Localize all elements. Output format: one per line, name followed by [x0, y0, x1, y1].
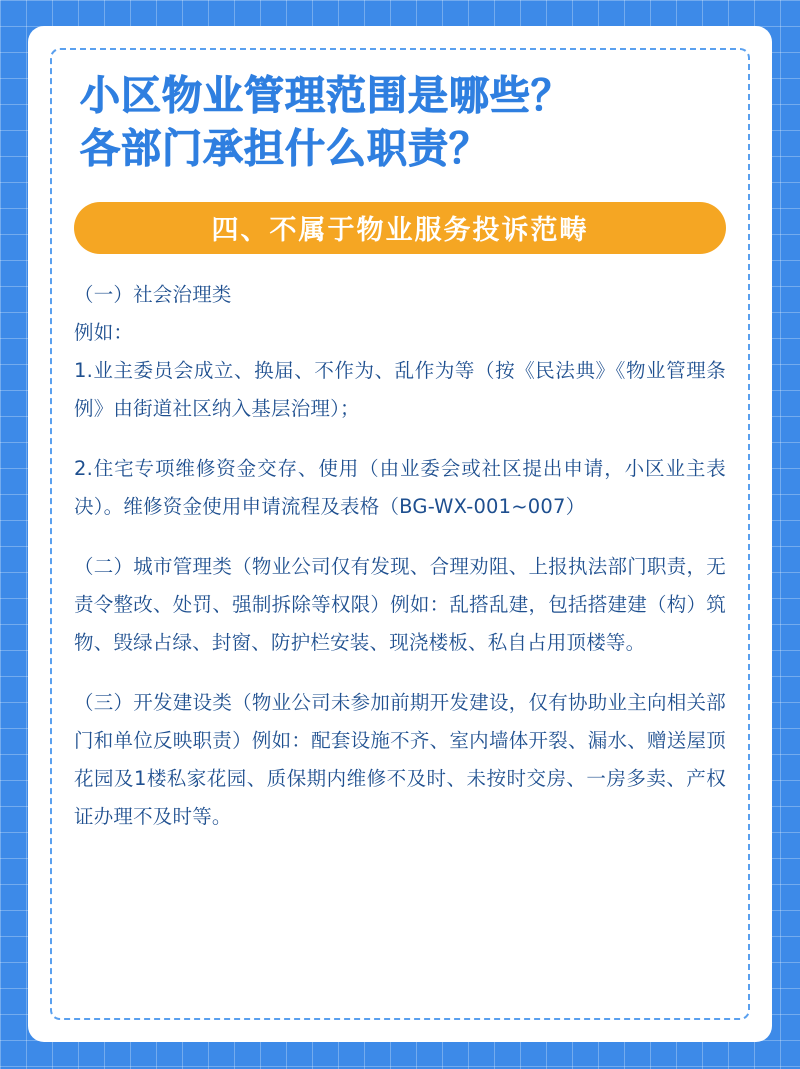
section-banner — [74, 202, 726, 254]
paragraph-2: 例如： — [74, 320, 134, 344]
title-line-1: 小区物业管理范围是哪些？ — [80, 73, 572, 119]
section-banner-label: 四、不属于物业服务投诉范畴 — [211, 215, 589, 247]
body-text — [74, 276, 726, 836]
paragraph-6: （三）开发建设类（物业公司未参加前期开发建设，仅有协助业主向相关部门和单位反映职责）例如：配套设施不齐、室内墙体开裂、漏水、赠送屋顶花园及1楼私家花园、质保期内维修不及时、未按时交房、一房多卖、产权证办理不及时等。 — [74, 690, 726, 828]
page-title — [80, 70, 726, 176]
poster-content — [74, 64, 726, 1012]
title-line-2: 各部门承担什么职责？ — [80, 125, 490, 172]
paragraph-4: 2.住宅专项维修资金交存、使用（由业委会或社区提出申请，小区业主表决）。维修资金使用申请流程及表格（BG-WX-001~007） — [74, 456, 726, 518]
poster-card — [28, 26, 772, 1042]
paragraph-5: （二）城市管理类（物业公司仅有发现、合理劝阻、上报执法部门职责，无责令整改、处罚、强制拆除等权限）例如：乱搭乱建，包括搭建建（构）筑物、毁绿占绿、封窗、防护栏安装、现浇楼板、私自占用顶楼等。 — [74, 554, 726, 654]
paragraph-3: 1.业主委员会成立、换届、不作为、乱作为等（按《民法典》《物业管理条例》由街道社区纳入基层治理）； — [74, 358, 726, 420]
paragraph-1: （一）社会治理类 — [74, 282, 232, 306]
